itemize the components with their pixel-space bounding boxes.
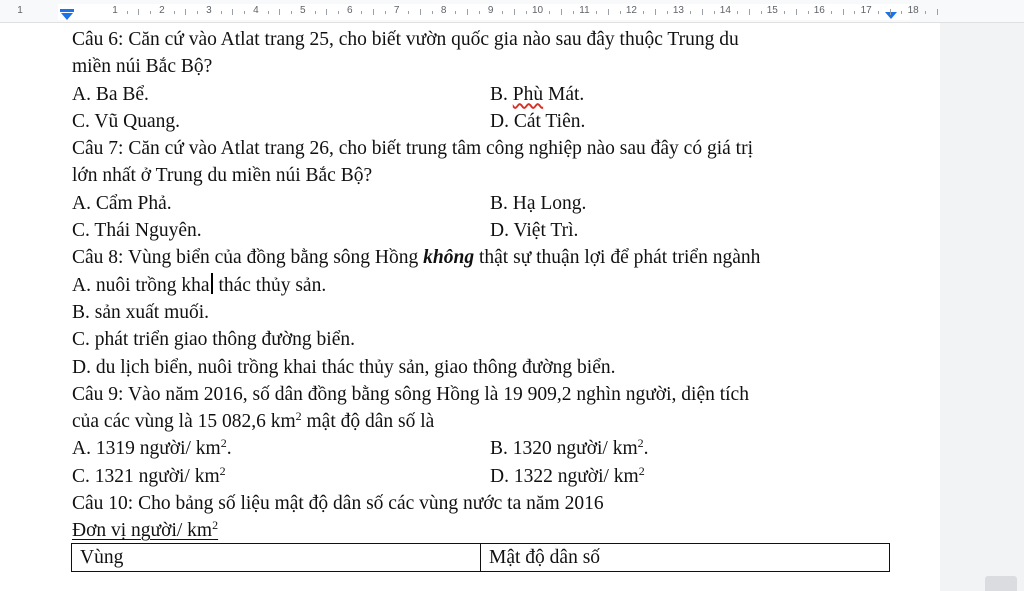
ruler-tick [514, 9, 515, 15]
ruler-tick [643, 11, 644, 14]
q9-option-b: B. 1320 người/ $km^2$. [490, 436, 649, 460]
q8-option-c: C. phát triển giao thông đường biển. [72, 329, 356, 351]
left-indent-handle[interactable] [61, 13, 73, 20]
ruler-tick [408, 11, 409, 14]
q9-option-a: A. 1319 người/ $km^2$. [72, 436, 232, 460]
ruler-tick [890, 9, 891, 15]
q9-line1: Câu 9: Vào năm 2016, số dân đồng bằng sông Hồng là 19 909,2 nghìn người, diện tích [72, 383, 749, 405]
ruler-tick [655, 9, 656, 15]
ruler-tick [291, 11, 292, 14]
ruler-label: 13 [672, 5, 684, 16]
ruler-tick [479, 11, 480, 14]
right-indent-handle[interactable] [885, 12, 897, 19]
q6-line2: miền núi Bắc Bộ? [72, 56, 213, 78]
q7-options-ab [72, 190, 902, 217]
ruler-label: 11 [579, 5, 590, 16]
ruler-label: 14 [719, 5, 731, 16]
ruler-label: 9 [487, 5, 494, 16]
horizontal-ruler[interactable] [0, 0, 1024, 23]
first-line-indent-handle[interactable] [60, 9, 74, 12]
ruler-label: 6 [346, 5, 353, 16]
document-body[interactable] [72, 26, 902, 545]
q9-options-ab [72, 435, 902, 462]
ruler-tick [315, 11, 316, 14]
ruler-label: 16 [813, 5, 825, 16]
ruler-tick [561, 9, 562, 15]
ruler-tick [702, 9, 703, 15]
q9-option-d: D. 1322 người/ $km^2$ [490, 463, 645, 487]
q6-option-b: B. Phù Mát. [490, 83, 585, 105]
ruler-label: 8 [440, 5, 447, 16]
ruler-label: 2 [159, 5, 165, 16]
q7-line2: lớn nhất ở Trung du miền núi Bắc Bộ? [72, 165, 373, 187]
spelling-error-word[interactable]: Phù [512, 83, 544, 105]
explore-button[interactable] [985, 576, 1017, 591]
ruler-tick [455, 11, 456, 14]
ruler-tick [690, 11, 691, 14]
ruler-tick [608, 9, 609, 15]
ruler-tick [796, 9, 797, 15]
ruler-label: 10 [531, 5, 544, 16]
q6-line1: Câu 6: Căn cứ vào Atlat trang 25, cho biết vườn quốc gia nào sau đây thuộc Trung du [72, 29, 739, 50]
ruler-tick [502, 11, 503, 14]
q7-option-b: B. Hạ Long. [490, 192, 587, 214]
ruler-tick [808, 11, 809, 14]
ruler-tick [432, 11, 433, 14]
ruler-tick [138, 9, 139, 15]
ruler-tick [279, 9, 280, 15]
ruler-tick [526, 11, 527, 14]
q9-line2: của các vùng là 15 082,6 $km^2$ mật độ dân số là [72, 409, 435, 433]
ruler-tick [373, 9, 374, 15]
ruler-tick [185, 9, 186, 15]
ruler-tick [749, 9, 750, 15]
q7-option-d: D. Việt Trì. [490, 220, 579, 242]
q7-option-a: A. Cẩm Phả. [72, 192, 172, 214]
ruler-tick [620, 11, 621, 14]
q10-unit [72, 517, 902, 544]
unit-label: Đơn vị người/ $km^2$ [72, 518, 219, 542]
ruler-tick [901, 11, 902, 14]
ruler-label: 18 [907, 5, 919, 16]
ruler-tick [244, 11, 245, 14]
ruler-tick [420, 9, 421, 15]
table-row [72, 544, 890, 572]
ruler-tick [737, 11, 738, 14]
ruler-tick [326, 9, 327, 15]
q6-option-d: D. Cát Tiên. [490, 110, 586, 132]
q6-option-a: A. Ba Bể. [72, 83, 149, 105]
ruler-label: 5 [300, 5, 306, 16]
ruler-tick [843, 9, 844, 15]
ruler-tick [878, 11, 879, 14]
ruler-tick [197, 11, 198, 14]
table-header-density[interactable]: Mật độ dân số [481, 544, 890, 572]
emphasis-word: không [423, 247, 475, 269]
ruler-label: 1 [112, 5, 118, 16]
ruler-tick [338, 11, 339, 14]
q6-option-c: C. Vũ Quang. [72, 110, 180, 132]
ruler-tick [831, 11, 832, 14]
ruler-label: 12 [625, 5, 637, 16]
ruler-tick [714, 11, 715, 14]
density-table[interactable] [71, 543, 890, 572]
ruler-tick [761, 11, 762, 14]
ruler-label: 15 [766, 5, 778, 16]
ruler-tick [361, 11, 362, 14]
ruler-label: 7 [393, 5, 400, 16]
ruler-tick [232, 9, 233, 15]
right-gutter [940, 23, 1024, 591]
q7-options-cd [72, 217, 902, 244]
ruler-tick [221, 11, 222, 14]
q10-line1: Câu 10: Cho bảng số liệu mật độ dân số các vùng nước ta năm 2016 [72, 493, 604, 515]
ruler-tick [925, 11, 926, 14]
ruler-tick [854, 11, 855, 14]
ruler-tick [127, 11, 128, 14]
ruler-tick [667, 11, 668, 14]
ruler-tick [549, 11, 550, 14]
q6-options-ab [72, 81, 902, 108]
ruler-tick [268, 11, 269, 14]
q7-option-c: C. Thái Nguyên. [72, 220, 202, 242]
q7-line1: Câu 7: Căn cứ vào Atlat trang 26, cho biết trung tâm công nghiệp nào sau đây có giá trị [72, 138, 753, 160]
ruler-label: 1 [17, 5, 23, 16]
q6-options-cd [72, 108, 902, 135]
q9-options-cd [72, 463, 902, 490]
ruler-tick [385, 11, 386, 14]
ruler-tick [174, 11, 175, 14]
q8-option-d: D. du lịch biển, nuôi trồng khai thác thủy sản, giao thông đường biển. [72, 356, 616, 378]
ruler-label: 17 [860, 5, 872, 16]
text-cursor [211, 273, 213, 294]
q8-option-b: B. sản xuất muối. [72, 301, 210, 323]
ruler-tick [784, 11, 785, 14]
q9-option-c: C. 1321 người/ $km^2$ [72, 463, 226, 487]
q8-option-a: A. nuôi trồng kha thác thủy sản. [72, 274, 327, 296]
ruler-tick [596, 11, 597, 14]
ruler-tick [937, 9, 938, 15]
ruler-tick [150, 11, 151, 14]
table-header-region[interactable]: Vùng [72, 544, 481, 572]
ruler-tick [467, 9, 468, 15]
q8-line1: Câu 8: Vùng biển của đồng bằng sông Hồng không thật sự thuận lợi để phát triển ngành [72, 247, 761, 269]
ruler-label: 3 [206, 5, 212, 16]
ruler-label: 4 [253, 5, 259, 16]
ruler-tick [573, 11, 574, 14]
